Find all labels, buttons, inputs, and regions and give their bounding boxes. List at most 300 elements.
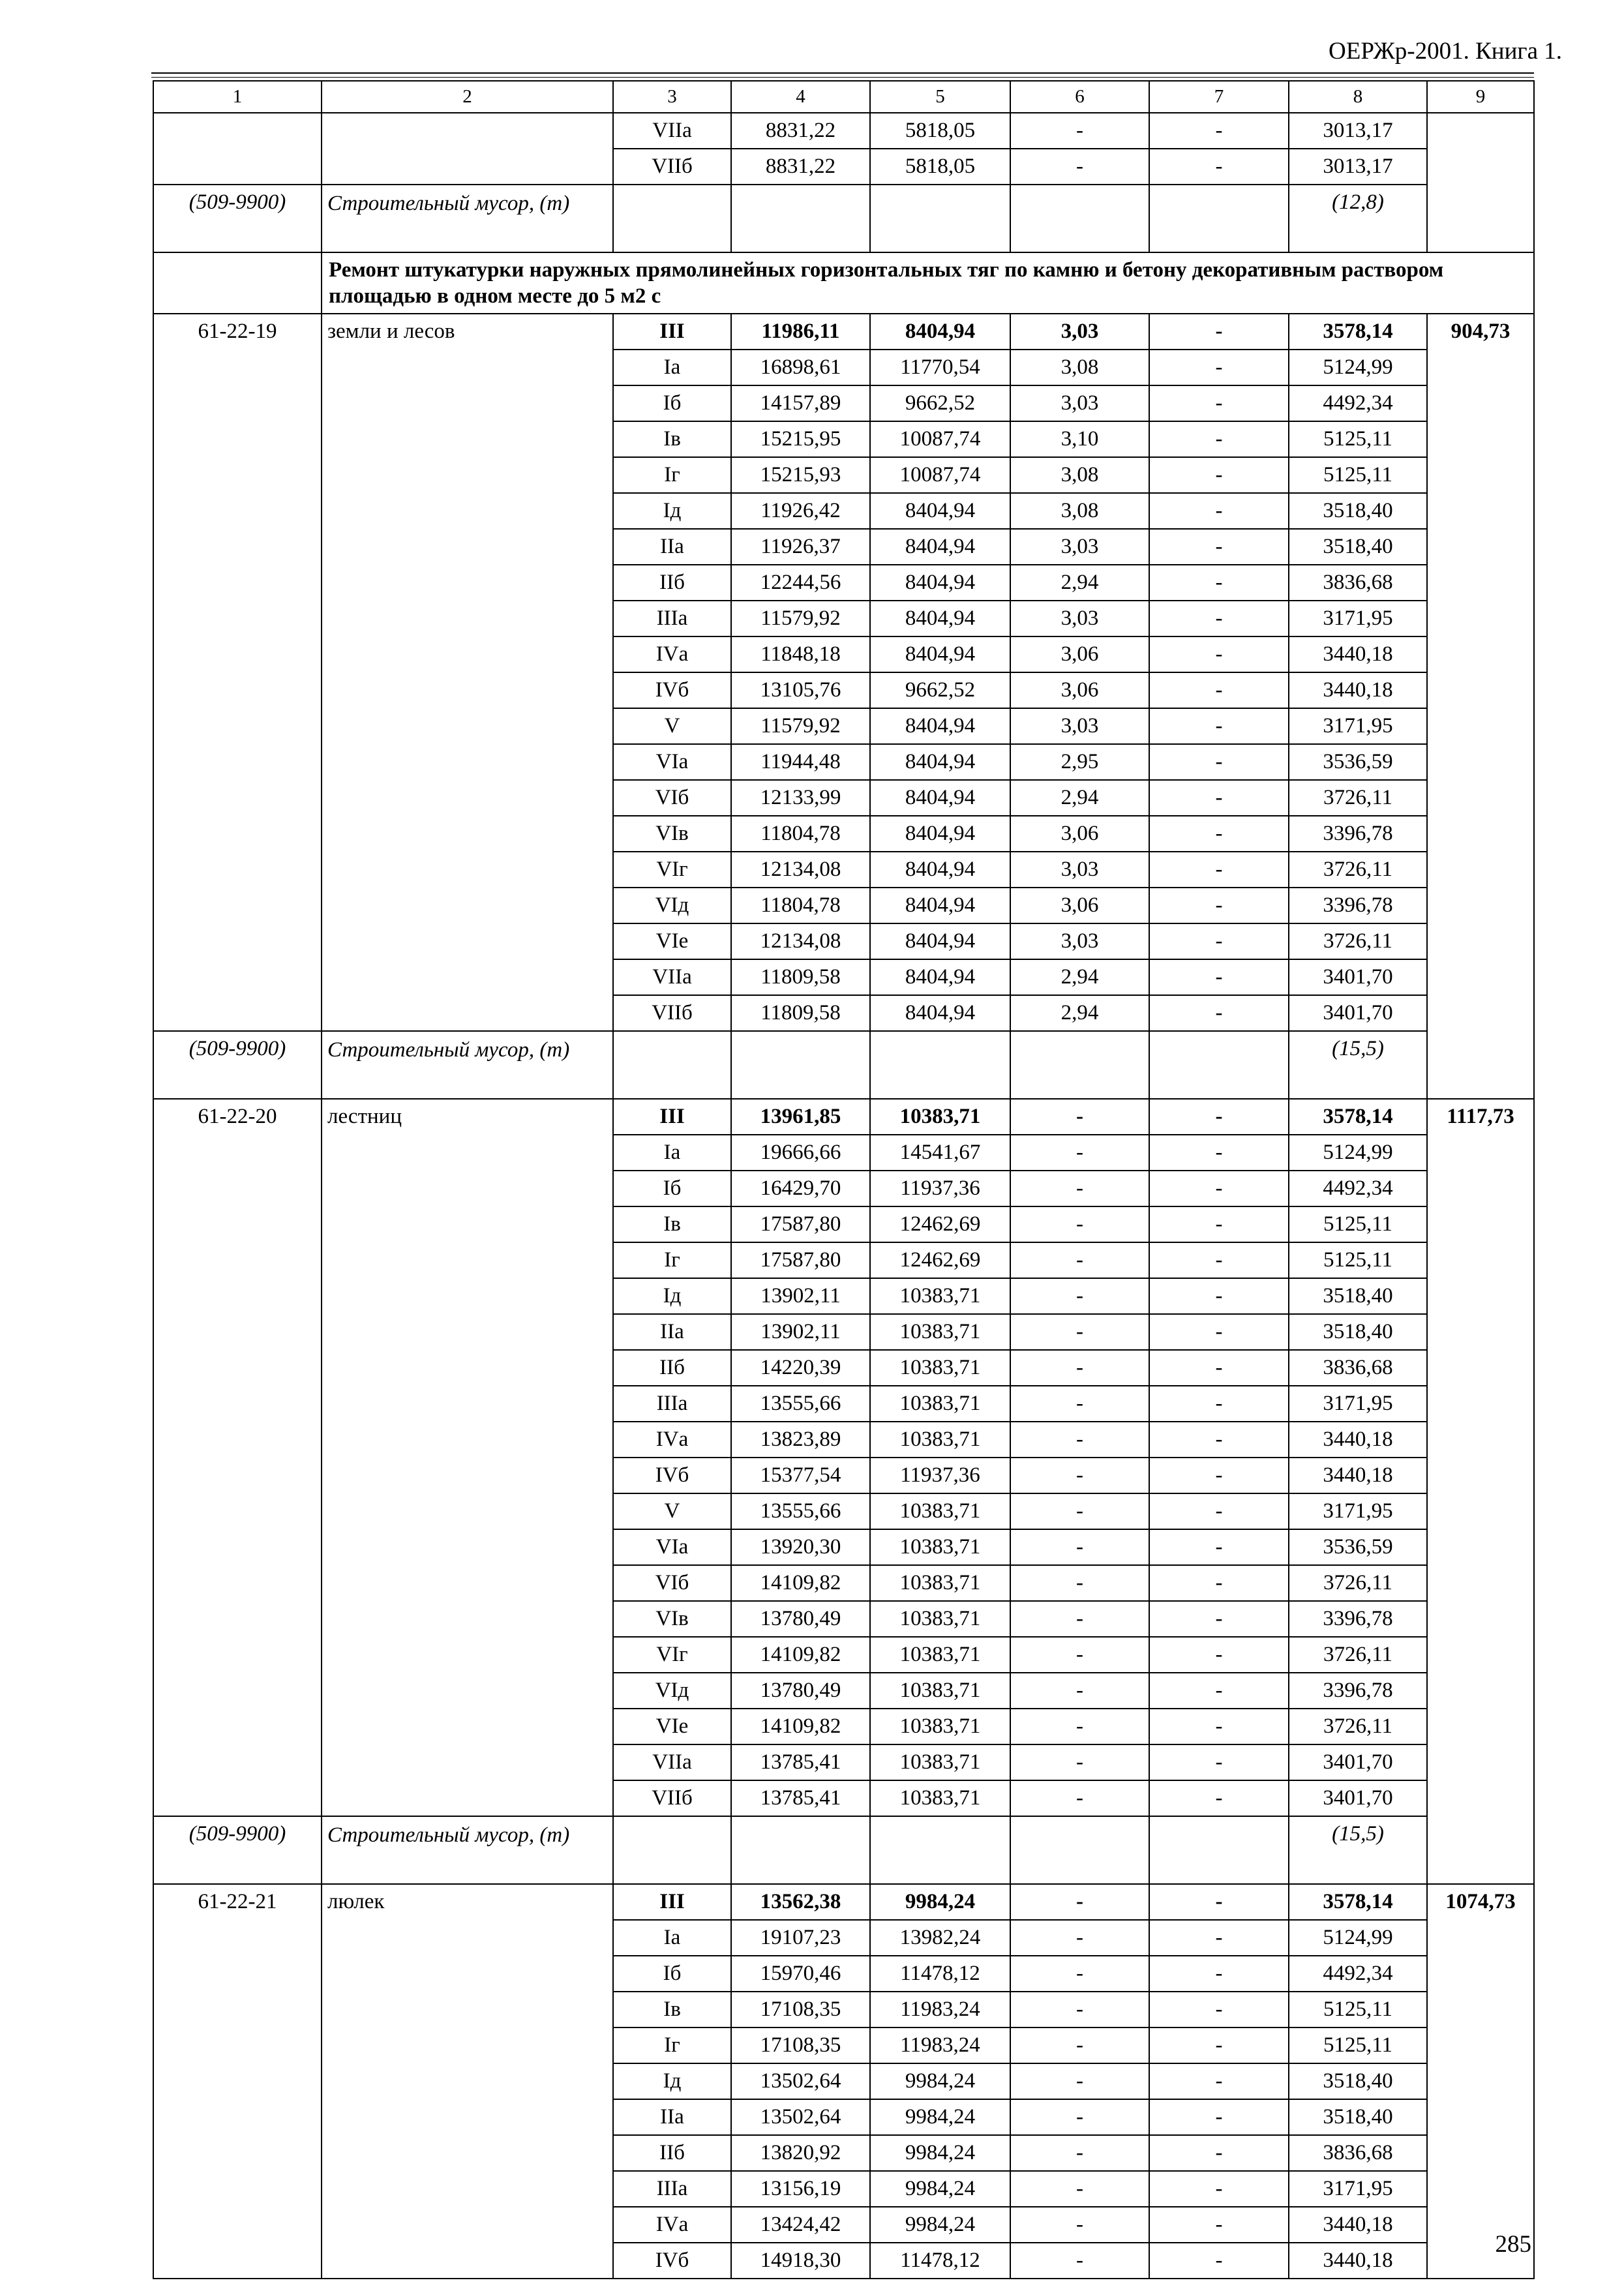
header-rule	[151, 72, 1534, 74]
machinist-wage-cell: -	[1149, 421, 1289, 457]
column-number: 1	[153, 81, 322, 113]
zone-cell: VIIа	[613, 1744, 731, 1780]
total-cost-cell: 8831,22	[731, 149, 870, 185]
wage-cell: 9984,24	[870, 2135, 1010, 2171]
machine-cell: -	[1010, 1529, 1149, 1565]
column-number-row	[153, 81, 1534, 113]
materials-cell: 3171,95	[1289, 1493, 1427, 1529]
materials-cell: 3396,78	[1289, 1673, 1427, 1709]
wage-cell: 8404,94	[870, 888, 1010, 923]
zone-cell: Iа	[613, 350, 731, 385]
machine-cell: -	[1010, 113, 1149, 149]
wage-cell: 10383,71	[870, 1565, 1010, 1601]
machine-cell: -	[1010, 1171, 1149, 1206]
machine-cell: -	[1010, 1956, 1149, 1992]
machinist-wage-cell: -	[1149, 636, 1289, 672]
wage-cell: 10383,71	[870, 1350, 1010, 1386]
machine-cell: -	[1010, 1099, 1149, 1135]
machine-cell: -	[1010, 2063, 1149, 2099]
materials-cell: 3440,18	[1289, 672, 1427, 708]
empty-cell	[1010, 1031, 1149, 1099]
machine-cell: -	[1010, 1242, 1149, 1278]
total-cost-cell: 13902,11	[731, 1314, 870, 1350]
total-cost-cell: 8831,22	[731, 113, 870, 149]
materials-cell: 3518,40	[1289, 1278, 1427, 1314]
machine-cell: -	[1010, 1565, 1149, 1601]
empty-cell	[153, 252, 322, 314]
total-cost-cell: 11926,42	[731, 493, 870, 529]
total-cost-cell: 11986,11	[731, 314, 870, 350]
total-cell: 904,73	[1427, 314, 1534, 1099]
machinist-wage-cell: -	[1149, 1135, 1289, 1171]
machinist-wage-cell: -	[1149, 1493, 1289, 1529]
wage-cell: 8404,94	[870, 744, 1010, 780]
zone-cell: Iд	[613, 2063, 731, 2099]
total-cost-cell: 13156,19	[731, 2171, 870, 2207]
materials-cell: 3396,78	[1289, 1601, 1427, 1637]
machinist-wage-cell: -	[1149, 493, 1289, 529]
zone-cell: III	[613, 1099, 731, 1135]
machinist-wage-cell: -	[1149, 1278, 1289, 1314]
zone-cell: Iб	[613, 1956, 731, 1992]
total-cost-cell: 17587,80	[731, 1242, 870, 1278]
total-cost-cell: 14918,30	[731, 2243, 870, 2279]
total-cost-cell: 11944,48	[731, 744, 870, 780]
machinist-wage-cell: -	[1149, 314, 1289, 350]
estimate-code: 61-22-19	[153, 314, 322, 1031]
machinist-wage-cell: -	[1149, 672, 1289, 708]
wage-cell: 10383,71	[870, 1709, 1010, 1744]
machine-cell: -	[1010, 149, 1149, 185]
zone-cell: VIе	[613, 1709, 731, 1744]
zone-cell: VIа	[613, 1529, 731, 1565]
materials-cell: 3836,68	[1289, 1350, 1427, 1386]
wage-cell: 8404,94	[870, 314, 1010, 350]
machine-cell: -	[1010, 1206, 1149, 1242]
zone-cell: IIб	[613, 1350, 731, 1386]
materials-cell: 3536,59	[1289, 1529, 1427, 1565]
debris-name: Строительный мусор, (т)	[322, 1816, 613, 1884]
machinist-wage-cell: -	[1149, 2027, 1289, 2063]
zone-cell: III	[613, 1884, 731, 1920]
wage-cell: 8404,94	[870, 565, 1010, 601]
total-cost-cell: 15215,93	[731, 457, 870, 493]
total-cost-cell: 13902,11	[731, 1278, 870, 1314]
materials-cell: 3518,40	[1289, 2099, 1427, 2135]
machinist-wage-cell: -	[1149, 1422, 1289, 1458]
zone-cell: Iг	[613, 1242, 731, 1278]
wage-cell: 8404,94	[870, 493, 1010, 529]
empty-cell	[613, 1031, 731, 1099]
machine-cell: -	[1010, 2171, 1149, 2207]
zone-cell: IIа	[613, 1314, 731, 1350]
table-row	[153, 314, 1534, 350]
machine-cell: 2,94	[1010, 995, 1149, 1031]
machine-cell: 3,03	[1010, 601, 1149, 636]
wage-cell: 8404,94	[870, 529, 1010, 565]
empty-cell	[1010, 185, 1149, 252]
estimate-table	[153, 80, 1535, 2279]
machinist-wage-cell: -	[1149, 601, 1289, 636]
total-cost-cell: 13823,89	[731, 1422, 870, 1458]
column-number: 4	[731, 81, 870, 113]
empty-cell	[1149, 185, 1289, 252]
machinist-wage-cell: -	[1149, 2135, 1289, 2171]
zone-cell: IIIа	[613, 2171, 731, 2207]
materials-cell: 3726,11	[1289, 923, 1427, 959]
estimate-code: 61-22-20	[153, 1099, 322, 1816]
machine-cell: 3,03	[1010, 385, 1149, 421]
wage-cell: 9662,52	[870, 672, 1010, 708]
zone-cell: IVб	[613, 672, 731, 708]
machine-cell: 3,06	[1010, 636, 1149, 672]
machinist-wage-cell: -	[1149, 995, 1289, 1031]
total-cost-cell: 13424,42	[731, 2207, 870, 2243]
materials-cell: 3440,18	[1289, 1458, 1427, 1493]
materials-cell: 3013,17	[1289, 149, 1427, 185]
zone-cell: IVб	[613, 2243, 731, 2279]
total-cost-cell: 14157,89	[731, 385, 870, 421]
debris-quantity: (15,5)	[1289, 1816, 1427, 1884]
wage-cell: 11937,36	[870, 1458, 1010, 1493]
materials-cell: 3401,70	[1289, 959, 1427, 995]
machinist-wage-cell: -	[1149, 1780, 1289, 1816]
materials-cell: 4492,34	[1289, 1171, 1427, 1206]
work-name: лестниц	[322, 1099, 613, 1816]
machine-cell: 2,95	[1010, 744, 1149, 780]
machinist-wage-cell: -	[1149, 149, 1289, 185]
machinist-wage-cell: -	[1149, 1171, 1289, 1206]
wage-cell: 10383,71	[870, 1529, 1010, 1565]
zone-cell: IIIа	[613, 601, 731, 636]
machinist-wage-cell: -	[1149, 1744, 1289, 1780]
total-cost-cell: 13961,85	[731, 1099, 870, 1135]
materials-cell: 4492,34	[1289, 385, 1427, 421]
wage-cell: 12462,69	[870, 1242, 1010, 1278]
materials-cell: 3578,14	[1289, 314, 1427, 350]
materials-cell: 3726,11	[1289, 1637, 1427, 1673]
materials-cell: 3726,11	[1289, 1709, 1427, 1744]
machine-cell: 3,08	[1010, 350, 1149, 385]
materials-cell: 3171,95	[1289, 1386, 1427, 1422]
empty-cell	[613, 1816, 731, 1884]
total-cost-cell: 12133,99	[731, 780, 870, 816]
wage-cell: 8404,94	[870, 636, 1010, 672]
total-cost-cell: 11809,58	[731, 995, 870, 1031]
empty-cell	[870, 185, 1010, 252]
machinist-wage-cell: -	[1149, 1242, 1289, 1278]
machine-cell: -	[1010, 1350, 1149, 1386]
materials-cell: 3401,70	[1289, 1744, 1427, 1780]
machine-cell: -	[1010, 2243, 1149, 2279]
wage-cell: 10383,71	[870, 1386, 1010, 1422]
machine-cell: -	[1010, 1458, 1149, 1493]
wage-cell: 8404,94	[870, 708, 1010, 744]
wage-cell: 9662,52	[870, 385, 1010, 421]
machine-cell: -	[1010, 1673, 1149, 1709]
total-cost-cell: 11579,92	[731, 601, 870, 636]
zone-cell: IVа	[613, 636, 731, 672]
machinist-wage-cell: -	[1149, 350, 1289, 385]
debris-row	[153, 1816, 1534, 1884]
wage-cell: 13982,24	[870, 1920, 1010, 1956]
materials-cell: 4492,34	[1289, 1956, 1427, 1992]
machinist-wage-cell: -	[1149, 1099, 1289, 1135]
wage-cell: 10087,74	[870, 457, 1010, 493]
column-number: 6	[1010, 81, 1149, 113]
zone-cell: IIа	[613, 2099, 731, 2135]
total-cost-cell: 11804,78	[731, 888, 870, 923]
total-cost-cell: 13502,64	[731, 2099, 870, 2135]
wage-cell: 10383,71	[870, 1278, 1010, 1314]
materials-cell: 3518,40	[1289, 493, 1427, 529]
materials-cell: 5125,11	[1289, 421, 1427, 457]
materials-cell: 3401,70	[1289, 995, 1427, 1031]
materials-cell: 3518,40	[1289, 2063, 1427, 2099]
machine-cell: -	[1010, 1493, 1149, 1529]
zone-cell: Iб	[613, 385, 731, 421]
wage-cell: 9984,24	[870, 2171, 1010, 2207]
wage-cell: 10383,71	[870, 1422, 1010, 1458]
zone-cell: Iг	[613, 2027, 731, 2063]
materials-cell: 3518,40	[1289, 529, 1427, 565]
total-cost-cell: 13820,92	[731, 2135, 870, 2171]
zone-cell: VIа	[613, 744, 731, 780]
materials-cell: 5124,99	[1289, 1135, 1427, 1171]
zone-cell: IIа	[613, 529, 731, 565]
wage-cell: 11770,54	[870, 350, 1010, 385]
table-row	[153, 113, 1534, 149]
zone-cell: V	[613, 708, 731, 744]
wage-cell: 11937,36	[870, 1171, 1010, 1206]
machine-cell: -	[1010, 1386, 1149, 1422]
total-cell: 1074,73	[1427, 1884, 1534, 2279]
page-number: 285	[1495, 2231, 1531, 2258]
machinist-wage-cell: -	[1149, 457, 1289, 493]
wage-cell: 10383,71	[870, 1601, 1010, 1637]
materials-cell: 3440,18	[1289, 636, 1427, 672]
machine-cell: 3,08	[1010, 457, 1149, 493]
total-cost-cell: 14109,82	[731, 1565, 870, 1601]
total-cost-cell: 13562,38	[731, 1884, 870, 1920]
zone-cell: Iд	[613, 1278, 731, 1314]
machine-cell: 3,03	[1010, 314, 1149, 350]
machinist-wage-cell: -	[1149, 1529, 1289, 1565]
total-cost-cell: 14109,82	[731, 1709, 870, 1744]
total-cost-cell: 19666,66	[731, 1135, 870, 1171]
machine-cell: 3,03	[1010, 708, 1149, 744]
total-cost-cell: 15377,54	[731, 1458, 870, 1493]
materials-cell: 3396,78	[1289, 888, 1427, 923]
zone-cell: Iв	[613, 1992, 731, 2027]
wage-cell: 8404,94	[870, 923, 1010, 959]
materials-cell: 3836,68	[1289, 2135, 1427, 2171]
header-rule-thin	[151, 77, 1534, 78]
machinist-wage-cell: -	[1149, 959, 1289, 995]
zone-cell: IVа	[613, 2207, 731, 2243]
column-number: 8	[1289, 81, 1427, 113]
zone-cell: VIд	[613, 1673, 731, 1709]
machine-cell: -	[1010, 1135, 1149, 1171]
wage-cell: 10087,74	[870, 421, 1010, 457]
total-cost-cell: 14220,39	[731, 1350, 870, 1386]
wage-cell: 10383,71	[870, 1314, 1010, 1350]
work-name: люлек	[322, 1884, 613, 2279]
materials-cell: 3440,18	[1289, 2207, 1427, 2243]
wage-cell: 8404,94	[870, 601, 1010, 636]
total-cell	[1427, 113, 1534, 252]
debris-code: (509-9900)	[153, 1816, 322, 1884]
wage-cell: 8404,94	[870, 816, 1010, 852]
wage-cell: 8404,94	[870, 780, 1010, 816]
column-number: 7	[1149, 81, 1289, 113]
total-cost-cell: 13920,30	[731, 1529, 870, 1565]
total-cost-cell: 13502,64	[731, 2063, 870, 2099]
wage-cell: 10383,71	[870, 1780, 1010, 1816]
materials-cell: 3440,18	[1289, 2243, 1427, 2279]
total-cost-cell: 17108,35	[731, 1992, 870, 2027]
column-number: 5	[870, 81, 1010, 113]
machine-cell: -	[1010, 1278, 1149, 1314]
wage-cell: 11478,12	[870, 1956, 1010, 1992]
zone-cell: VIIб	[613, 1780, 731, 1816]
zone-cell: VIе	[613, 923, 731, 959]
zone-cell: III	[613, 314, 731, 350]
materials-cell: 3401,70	[1289, 1780, 1427, 1816]
total-cost-cell: 12134,08	[731, 923, 870, 959]
materials-cell: 5125,11	[1289, 457, 1427, 493]
wage-cell: 10383,71	[870, 1673, 1010, 1709]
materials-cell: 3171,95	[1289, 2171, 1427, 2207]
wage-cell: 5818,05	[870, 113, 1010, 149]
total-cost-cell: 19107,23	[731, 1920, 870, 1956]
materials-cell: 3726,11	[1289, 852, 1427, 888]
zone-cell: IVа	[613, 1422, 731, 1458]
machinist-wage-cell: -	[1149, 1386, 1289, 1422]
total-cost-cell: 13555,66	[731, 1493, 870, 1529]
debris-quantity: (12,8)	[1289, 185, 1427, 252]
column-number: 2	[322, 81, 613, 113]
name-cell	[322, 113, 613, 185]
column-number: 3	[613, 81, 731, 113]
machinist-wage-cell: -	[1149, 1709, 1289, 1744]
machinist-wage-cell: -	[1149, 385, 1289, 421]
machinist-wage-cell: -	[1149, 852, 1289, 888]
total-cost-cell: 15215,95	[731, 421, 870, 457]
machinist-wage-cell: -	[1149, 565, 1289, 601]
machine-cell: 3,03	[1010, 529, 1149, 565]
machinist-wage-cell: -	[1149, 1565, 1289, 1601]
wage-cell: 9984,24	[870, 2099, 1010, 2135]
wage-cell: 10383,71	[870, 1493, 1010, 1529]
machine-cell: -	[1010, 2135, 1149, 2171]
machine-cell: 3,08	[1010, 493, 1149, 529]
machine-cell: 3,06	[1010, 672, 1149, 708]
wage-cell: 12462,69	[870, 1206, 1010, 1242]
materials-cell: 3013,17	[1289, 113, 1427, 149]
zone-cell: VIб	[613, 1565, 731, 1601]
zone-cell: Iа	[613, 1135, 731, 1171]
wage-cell: 10383,71	[870, 1637, 1010, 1673]
zone-cell: IIб	[613, 2135, 731, 2171]
materials-cell: 5125,11	[1289, 2027, 1427, 2063]
materials-cell: 5124,99	[1289, 350, 1427, 385]
debris-code: (509-9900)	[153, 185, 322, 252]
table-row	[153, 1099, 1534, 1135]
total-cost-cell: 11809,58	[731, 959, 870, 995]
machine-cell: 3,10	[1010, 421, 1149, 457]
machinist-wage-cell: -	[1149, 1992, 1289, 2027]
machine-cell: -	[1010, 1780, 1149, 1816]
total-cell: 1117,73	[1427, 1099, 1534, 1884]
total-cost-cell: 15970,46	[731, 1956, 870, 1992]
materials-cell: 3171,95	[1289, 708, 1427, 744]
document-header: ОЕРЖр-2001. Книга 1.	[1329, 38, 1562, 65]
empty-cell	[870, 1816, 1010, 1884]
empty-cell	[731, 185, 870, 252]
table-body	[153, 81, 1534, 2279]
total-cost-cell: 11579,92	[731, 708, 870, 744]
materials-cell: 3518,40	[1289, 1314, 1427, 1350]
total-cost-cell: 16898,61	[731, 350, 870, 385]
zone-cell: VIд	[613, 888, 731, 923]
zone-cell: VIв	[613, 1601, 731, 1637]
total-cost-cell: 17587,80	[731, 1206, 870, 1242]
empty-cell	[731, 1816, 870, 1884]
machinist-wage-cell: -	[1149, 1637, 1289, 1673]
machinist-wage-cell: -	[1149, 2243, 1289, 2279]
empty-cell	[731, 1031, 870, 1099]
empty-cell	[1010, 1816, 1149, 1884]
empty-cell	[1149, 1816, 1289, 1884]
zone-cell: VIIа	[613, 959, 731, 995]
materials-cell: 3171,95	[1289, 601, 1427, 636]
machine-cell: 3,03	[1010, 852, 1149, 888]
total-cost-cell: 13780,49	[731, 1601, 870, 1637]
materials-cell: 3578,14	[1289, 1884, 1427, 1920]
materials-cell: 3726,11	[1289, 1565, 1427, 1601]
materials-cell: 5124,99	[1289, 1920, 1427, 1956]
machinist-wage-cell: -	[1149, 1350, 1289, 1386]
section-title-row	[153, 252, 1534, 314]
total-cost-cell: 11926,37	[731, 529, 870, 565]
materials-cell: 5125,11	[1289, 1206, 1427, 1242]
debris-code: (509-9900)	[153, 1031, 322, 1099]
zone-cell: VIг	[613, 852, 731, 888]
total-cost-cell: 13780,49	[731, 1673, 870, 1709]
machine-cell: -	[1010, 1744, 1149, 1780]
total-cost-cell: 11804,78	[731, 816, 870, 852]
total-cost-cell: 14109,82	[731, 1637, 870, 1673]
zone-cell: VIг	[613, 1637, 731, 1673]
zone-cell: VIIа	[613, 113, 731, 149]
zone-cell: Iа	[613, 1920, 731, 1956]
machine-cell: -	[1010, 1709, 1149, 1744]
total-cost-cell: 13785,41	[731, 1744, 870, 1780]
machinist-wage-cell: -	[1149, 708, 1289, 744]
zone-cell: VIIб	[613, 995, 731, 1031]
machine-cell: 3,06	[1010, 816, 1149, 852]
table-row	[153, 1884, 1534, 1920]
machine-cell: -	[1010, 1601, 1149, 1637]
machine-cell: -	[1010, 2207, 1149, 2243]
zone-cell: IIIа	[613, 1386, 731, 1422]
zone-cell: VIб	[613, 780, 731, 816]
total-cost-cell: 13555,66	[731, 1386, 870, 1422]
total-cost-cell: 12244,56	[731, 565, 870, 601]
debris-row	[153, 1031, 1534, 1099]
machine-cell: -	[1010, 1314, 1149, 1350]
